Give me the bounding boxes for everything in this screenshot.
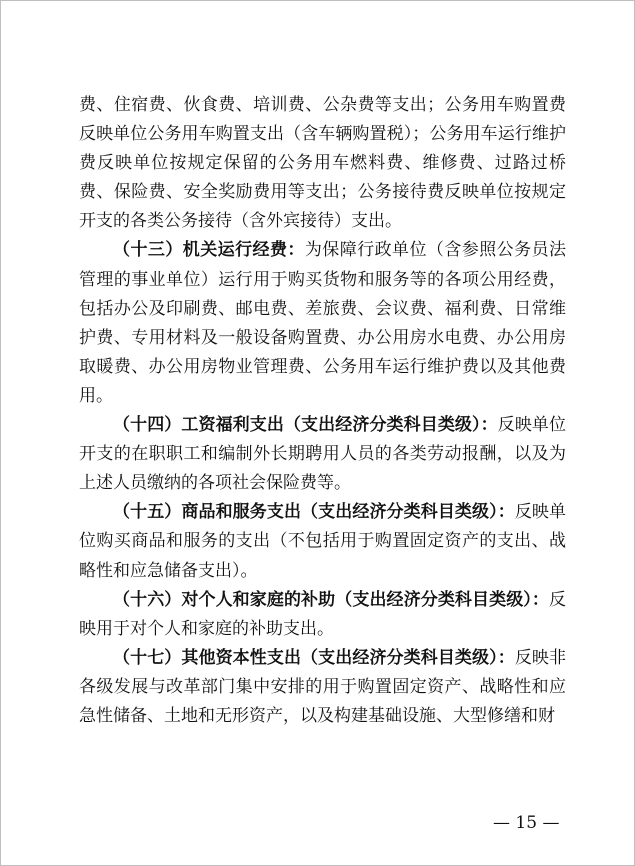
paragraph-heading: （十四）工资福利支出（支出经济分类科目类级）： (113, 415, 498, 436)
page-number: — 15 — (493, 813, 560, 833)
paragraph-item-14 (79, 411, 566, 498)
paragraph-text: 费、住宿费、伙食费、培训费、公杂费等支出；公务用车购置费反映单位公务用车购置支出（含车辆购置税）；公务用车运行维护费反映单位按规定保留的公务用车燃料费、维修费、过路过桥费、保险费、安全奖励费用等支出；公务接待费反映单位按规定开支的各类公务接待（含外宾接待）支出。 (79, 95, 566, 232)
paragraph-text: 为保障行政单位（含参照公务员法管理的事业单位）运行用于购买货物和服务等的各项公用经费，包括办公及印刷费、邮电费、差旅费、会议费、福利费、日常维护费、专用材料及一般设备购置费、办公用房水电费、办公用房取暖费、办公用房物业管理费、公务用车运行维护费以及其他费用。 (79, 240, 567, 406)
paragraph-item-13 (79, 236, 566, 411)
paragraph-item-15 (79, 498, 566, 585)
paragraph-item-16 (79, 586, 566, 644)
paragraph-text: 反映单位购买商品和服务的支出（不包括用于购置固定资产的支出、战略性和应急储备支出）。 (79, 502, 567, 581)
paragraph-continuation (79, 91, 566, 236)
paragraph-heading: （十五）商品和服务支出（支出经济分类科目类级）： (113, 502, 515, 523)
paragraph-heading: （十七）其他资本性支出（支出经济分类科目类级）： (113, 647, 515, 668)
paragraph-text: 反映单位开支的在职职工和编制外长期聘用人员的各类劳动报酬，以及为上述人员缴纳的各项社会保险费等。 (79, 415, 567, 494)
paragraph-heading: （十三）机关运行经费： (113, 240, 305, 261)
paragraph-text: 反映用于对个人和家庭的补助支出。 (79, 589, 566, 639)
paragraph-text: 反映非各级发展与改革部门集中安排的用于购置固定资产、战略性和应急性储备、土地和无形资产，以及构建基础设施、大型修缮和财 (79, 647, 567, 726)
paragraph-heading: （十六）对个人和家庭的补助（支出经济分类科目类级）： (113, 589, 549, 610)
paragraph-item-17 (79, 644, 566, 731)
body-text (79, 91, 566, 731)
